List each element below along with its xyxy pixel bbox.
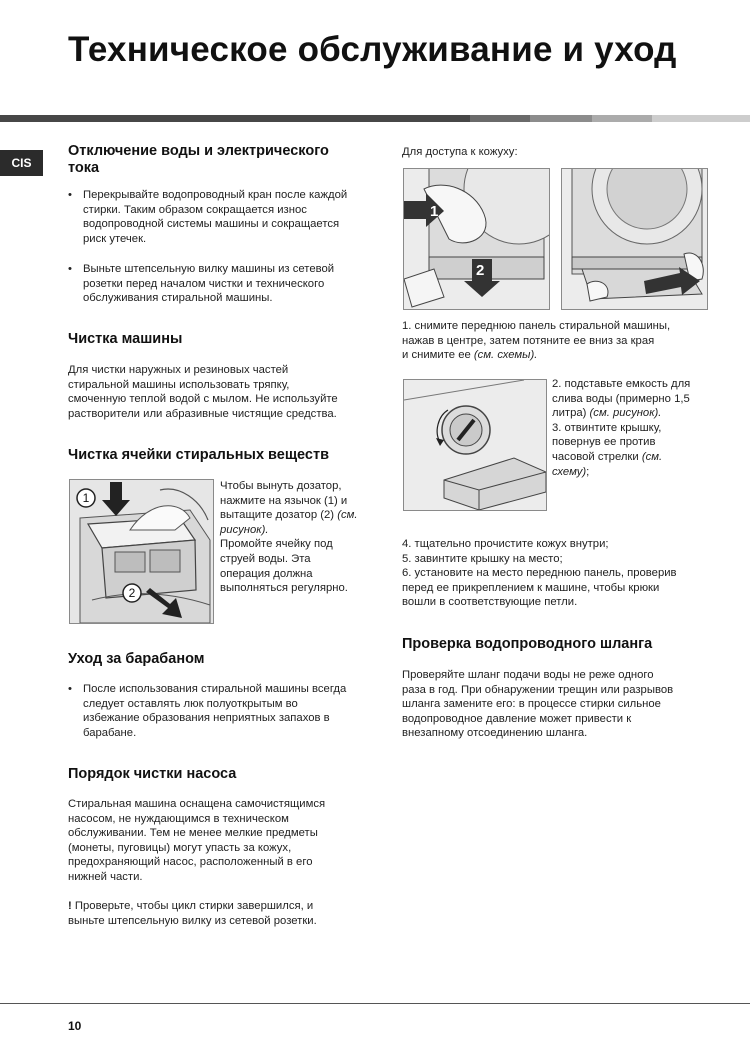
page-title: Техническое обслуживание и уход xyxy=(68,30,677,69)
step-1: 1. снимите переднюю панель стиральной машины, нажав в центре, затем потяните ее вниз за края и снимите ее (см. схемы). xyxy=(402,320,671,362)
footer-rule xyxy=(0,1003,750,1004)
header-rule-segment xyxy=(592,115,652,122)
header-rule-segment xyxy=(530,115,592,122)
section-heading-dispenser: Чистка ячейки стиральных веществ xyxy=(68,447,330,463)
warning-mark: ! xyxy=(68,900,72,912)
header-rule-segment xyxy=(470,115,530,122)
language-tab: CIS xyxy=(0,150,43,176)
access-intro: Для доступа к кожуху: xyxy=(402,146,518,158)
hose-text: Проверяйте шланг подачи воды не реже одного раза в год. При обнаружении трещин или разрывов шланга замените его: в процессе стирки сильное водопроводное давление может привести к внезапному отсоединению шланга. xyxy=(402,669,674,740)
page-number: 10 xyxy=(68,1019,82,1033)
section-heading-water-off: Отключение воды и электрического тока xyxy=(68,143,329,176)
section-heading-drum: Уход за барабаном xyxy=(68,651,205,667)
header-rule-segment xyxy=(652,115,750,122)
front-panel-figure-2 xyxy=(561,168,708,310)
header-rule xyxy=(0,115,470,122)
pump-warning: ! Проверьте, чтобы цикл стирки завершился, и выньте штепсельную вилку из сетевой розетки. xyxy=(68,900,317,927)
steps-2-3: 2. подставьте емкость для слива воды (примерно 1,5 литра) (см. рисунок). 3. отвинтите крышку, повернув ее против часовой стрелки (см. схему); xyxy=(552,378,691,478)
dispenser-text: Чтобы вынуть дозатор, нажмите на язычок (1) и вытащите дозатор (2) (см. рисунок). Промойте ячейку под струей воды. Эта операция должна выполняться регулярно. xyxy=(220,480,358,595)
steps-4-6: 4. тщательно прочистите кожух внутри; 5. завинтите крышку на место; 6. установите на место переднюю панель, проверив перед ее прикреплением к машине, чтобы крюки вошли в соответствующие петли. xyxy=(402,538,677,609)
list-item: • После использования стиральной машины всегда следует оставлять люк полуоткрытым во избежание образования неприятных запахов в барабане. xyxy=(68,682,346,740)
pump-text: Стиральная машина оснащена самочистящимся насосом, не нуждающимся в техническом обслуживании. Тем не менее мелкие предметы (монеты, пуговицы) могут упасть за кожух, предохраняющий насос, расположенный в его нижней части. xyxy=(68,798,326,883)
section-heading-cleaning: Чистка машины xyxy=(68,331,183,347)
dispenser-figure xyxy=(69,479,214,624)
pump-cover-figure xyxy=(403,379,547,511)
list-item: • Перекрывайте водопроводный кран после каждой стирки. Таким образом сокращается износ водопроводной системы машины и сокращается риск утечек. xyxy=(68,188,347,246)
figure-callout-2: 2 xyxy=(476,262,485,279)
section-heading-hose: Проверка водопроводного шланга xyxy=(402,636,653,652)
front-panel-figure-1 xyxy=(403,168,550,310)
section-heading-pump: Порядок чистки насоса xyxy=(68,766,237,782)
list-item: • Выньте штепсельную вилку машины из сетевой розетки перед началом чистки и технического обслуживания стиральной машины. xyxy=(68,262,334,306)
figure-callout-1: 1 xyxy=(82,491,90,505)
figure-callout-2: 2 xyxy=(128,586,136,600)
figure-callout-1: 1 xyxy=(430,203,439,220)
cleaning-text: Для чистки наружных и резиновых частей стиральной машины использовать тряпку, смоченную теплой водой с мылом. Не используйте растворители или абразивные чистящие средства. xyxy=(68,364,338,420)
